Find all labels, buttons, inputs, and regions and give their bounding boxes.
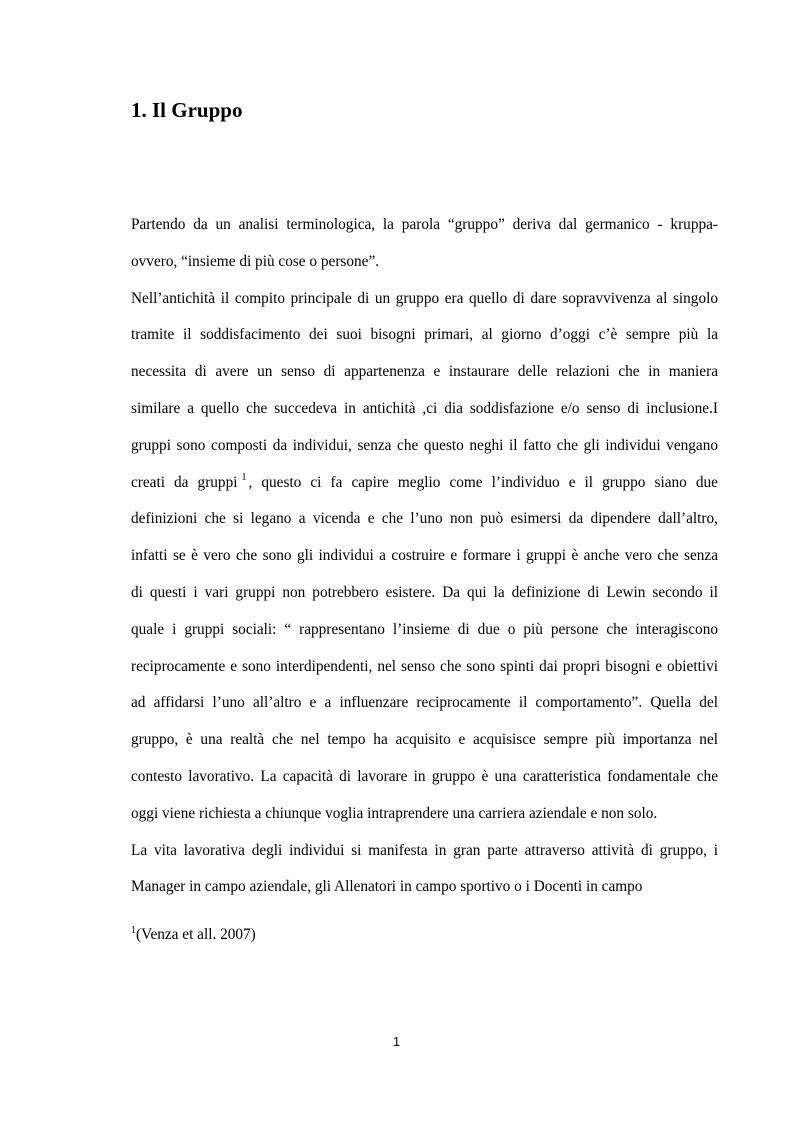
body-text [131,212,718,911]
footnote [131,922,256,948]
text-line-7: gruppi sono composti da individui, senza che questo neghi il fatto che gli individui vengano [131,436,718,454]
text-line-12: quale i gruppi sociali: “ rappresentano l’insieme di due o più persone che interagiscono [131,620,718,638]
text-line-14: ad affidarsi l’uno all’altro e a influenzare reciprocamente il comportamento”. Quella del [131,694,718,712]
text-line-8-end: , questo ci fa capire meglio come l’individuo e il gruppo siano due [248,473,718,491]
text-line-18: La vita lavorativa degli individui si manifesta in gran parte attraverso attività di gruppo, i [131,841,718,859]
text-line-13: reciprocamente e sono interdipendenti, nel senso che sono spinti dai propri bisogni e obiettivi [131,657,718,675]
text-line-16: contesto lavorativo. La capacità di lavorare in gruppo è una caratteristica fondamentale che [131,767,718,785]
text-line-17: oggi viene richiesta a chiunque voglia intraprendere una carriera aziendale e non solo. [131,804,658,822]
footnote-number: 1 [131,924,136,936]
text-line-2: ovvero, “insieme di più cose o persone”. [131,252,380,270]
text-line-1: Partendo da un analisi terminologica, la parola “gruppo” deriva dal germanico - kruppa- [131,216,718,233]
page-number: 1 [392,1034,401,1049]
text-line-5: necessita di avere un senso di appartenenza e instaurare delle relazioni che in maniera [131,363,718,381]
text-line-15: gruppo, è una realtà che nel tempo ha acquisito e acquisisce sempre più importanza nel [131,731,718,749]
text-line-3: Nell’antichità il compito principale di un gruppo era quello di dare sopravvivenza al singolo [131,289,718,307]
text-line-11: di questi i vari gruppi non potrebbero esistere. Da qui la definizione di Lewin secondo il [131,583,718,601]
text-line-19: Manager in campo aziendale, gli Allenatori in campo sportivo o i Docenti in campo [131,878,643,896]
chapter-title: 1. Il Gruppo [131,98,243,122]
text-line-8 [131,470,718,507]
footnote-text: (Venza et all. 2007) [136,926,256,943]
text-line-6: similare a quello che succedeva in antichità ,ci dia soddisfazione e/o senso di inclusione.I [131,399,718,417]
text-line-9: definizioni che si legano a vicenda e che l’uno non può esimersi da dipendere dall’altro, [131,510,718,528]
text-line-4: tramite il soddisfacimento dei suoi bisogni primari, al giorno d’oggi c’è sempre più la [131,326,718,344]
footnote-reference: 1 [241,472,247,484]
text-line-10: infatti se è vero che sono gli individui a costruire e formare i gruppi è anche vero che senza [131,547,718,565]
text-line-8-start: creati da gruppi [131,473,238,491]
